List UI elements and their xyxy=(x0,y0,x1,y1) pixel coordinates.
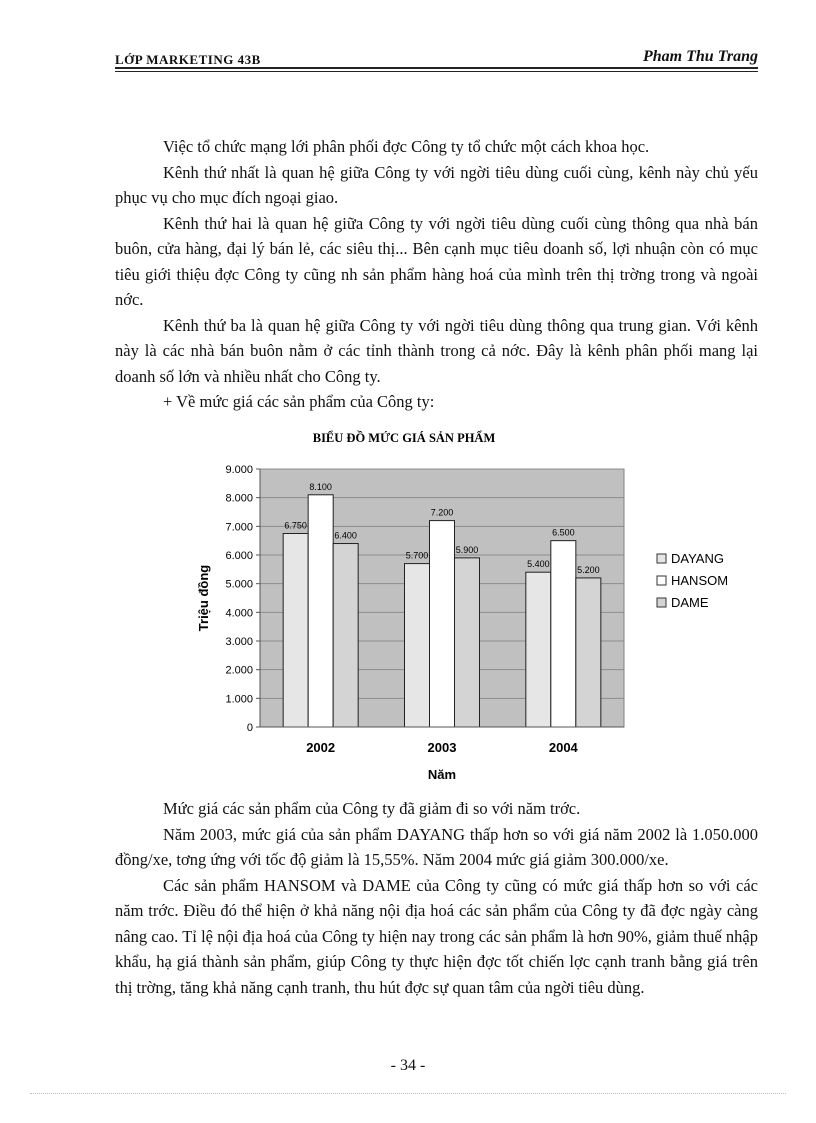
bar-dame xyxy=(455,558,480,727)
header-rule-thick xyxy=(115,67,758,69)
legend-label: HANSOM xyxy=(671,573,729,588)
chart-title: BIỂU ĐỒ MỨC GIÁ SẢN PHẨM xyxy=(312,431,496,445)
bar-hansom xyxy=(308,495,333,727)
body-text-bottom xyxy=(115,796,758,1000)
chart-legend xyxy=(652,546,742,622)
page-bottom-divider xyxy=(30,1093,786,1094)
bar-hansom xyxy=(551,541,576,727)
y-tick-label: 2.000 xyxy=(225,664,253,677)
x-tick-label: 2004 xyxy=(548,740,578,755)
legend-swatch xyxy=(657,598,666,607)
legend-swatch xyxy=(657,554,666,563)
y-tick-label: 4.000 xyxy=(225,607,253,620)
y-tick-label: 7.000 xyxy=(225,521,253,534)
header-class-name: LỚP MARKETING 43B xyxy=(115,52,261,67)
x-tick-label: 2003 xyxy=(427,740,457,755)
y-tick-label: 6.000 xyxy=(225,550,253,562)
x-tick-label: 2002 xyxy=(306,740,336,755)
paragraph: Mức giá các sản phẩm của Công ty đã giảm đi so với năm trớc. xyxy=(163,799,581,818)
y-tick-label: 8.000 xyxy=(225,492,253,505)
bar-value-label: 6.750 xyxy=(284,520,307,531)
paragraph: Việc tổ chức mạng lới phân phối đợc Công ty tổ chức một cách khoa học. xyxy=(163,137,650,156)
body-text-top xyxy=(115,134,758,415)
bar-value-label: 5.200 xyxy=(577,564,600,575)
bar-dame xyxy=(576,578,601,727)
paragraph: Các sản phẩm HANSOM và DAME của Công ty cũng có mức giá thấp hơn so với các năm trớc. Điều đó thể hiện ở khả năng nội địa hoá các sản phẩm của Công ty đã đợc ngày càng nâng cao. Tỉ lệ nội địa hoá của Công ty hiện nay trong các sản phẩm là hơn 90%, giảm thuế nhập khẩu, hạ giá thành sản phẩm, giúp Công ty thực hiện đợc tốt chiến lợc cạnh tranh bằng giá trên thị trờng, tăng khả năng cạnh tranh, thu hút đợc sự quan tâm của ngời tiêu dùng. xyxy=(115,875,758,997)
bar-value-label: 5.700 xyxy=(405,550,429,561)
header-rule-thin xyxy=(115,71,758,72)
legend-label: DAYANG xyxy=(671,551,724,566)
x-axis-label: Năm xyxy=(427,767,457,782)
paragraph: Kênh thứ hai là quan hệ giữa Công ty với ngời tiêu dùng cuối cùng thông qua nhà bán buôn, cửa hàng, đại lý bán lẻ, các siêu thị... Bên cạnh mục tiêu doanh số, lợi nhuận còn có mục tiêu giới thiệu đợc Công ty cũng nh sản phẩm hàng hoá của mình trên thị trờng trong và ngoài nớc. xyxy=(115,213,758,309)
y-tick-label: 3.000 xyxy=(225,636,253,648)
bar-value-label: 8.100 xyxy=(309,481,332,492)
y-axis-label: Triệu đồng xyxy=(196,564,211,632)
paragraph: Kênh thứ nhất là quan hệ giữa Công ty với ngời tiêu dùng cuối cùng, kênh này chủ yếu phục vụ cho mục đích ngoại giao. xyxy=(115,162,758,207)
bar-dame xyxy=(333,544,358,727)
y-tick-label: 5.000 xyxy=(225,578,253,591)
legend-label: DAME xyxy=(671,595,709,610)
y-tick-label: 1.000 xyxy=(225,693,253,706)
paragraph: + Về mức giá các sản phẩm của Công ty: xyxy=(163,392,435,411)
bar-value-label: 6.500 xyxy=(552,527,575,538)
page-number: - 34 - xyxy=(390,1057,426,1074)
bar-dayang xyxy=(405,564,430,727)
bar-value-label: 6.400 xyxy=(334,530,357,541)
header-author-name: Pham Thu Trang xyxy=(643,48,758,65)
y-tick-label: 9.000 xyxy=(225,464,253,476)
bar-dayang xyxy=(283,534,308,728)
legend-swatch xyxy=(657,576,666,585)
paragraph: Năm 2003, mức giá của sản phẩm DAYANG thấp hơn so với giá năm 2002 là 1.050.000 đồng/xe, tơng ứng với tốc độ giảm là 15,55%. Năm 2004 mức giá giảm 300.000/xe. xyxy=(115,824,758,869)
paragraph: Kênh thứ ba là quan hệ giữa Công ty với ngời tiêu dùng thông qua trung gian. Với kênh này là các nhà bán buôn nằm ở các tỉnh thành trong cả nớc. Đây là kênh phân phối mang lại doanh số lớn và nhiều nhất cho Công ty. xyxy=(115,315,758,386)
bar-value-label: 5.900 xyxy=(455,544,479,555)
bar-value-label: 7.200 xyxy=(430,507,454,518)
bar-hansom xyxy=(430,521,455,727)
y-tick-label: 0 xyxy=(246,722,253,734)
bar-dayang xyxy=(526,572,551,727)
bar-value-label: 5.400 xyxy=(527,559,550,570)
price-bar-chart xyxy=(186,424,756,790)
